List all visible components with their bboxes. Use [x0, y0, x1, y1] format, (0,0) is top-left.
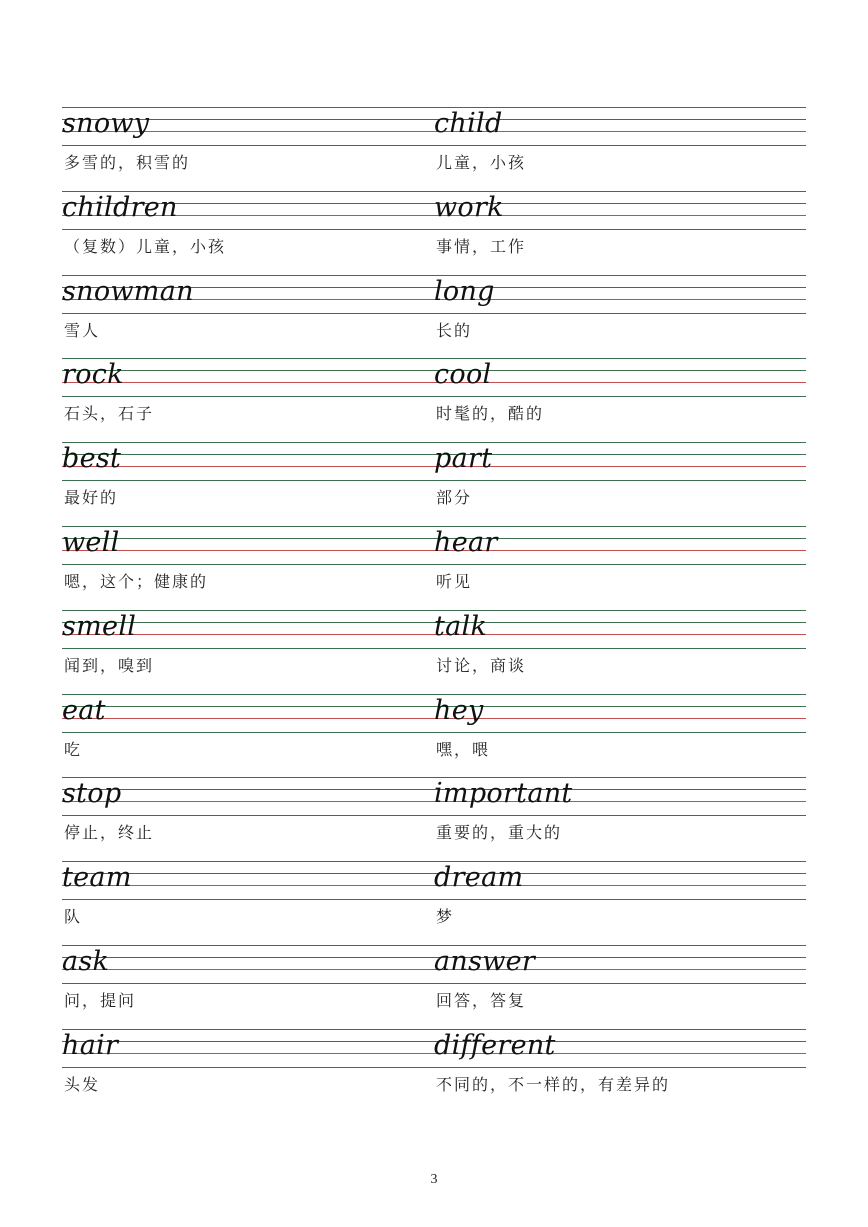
english-word: smell	[62, 611, 137, 642]
english-word: children	[62, 192, 178, 223]
english-word: dream	[434, 862, 524, 893]
chinese-meaning: 最好的	[64, 488, 119, 507]
vocab-row	[0, 107, 868, 191]
vocab-entry-left	[62, 945, 422, 1029]
chinese-meaning: （复数）儿童，小孩	[64, 237, 227, 256]
english-word: rock	[62, 359, 124, 390]
vocab-entry-right	[434, 526, 794, 610]
english-word: cool	[434, 359, 492, 390]
vocab-entry-left	[62, 107, 422, 191]
english-word: ask	[62, 946, 110, 977]
vocab-entry-right	[434, 358, 794, 442]
chinese-meaning: 吃	[64, 740, 83, 759]
vocab-row	[0, 610, 868, 694]
vocab-entry-right	[434, 694, 794, 778]
english-word: talk	[434, 611, 488, 642]
page-number: 3	[430, 1172, 438, 1187]
vocab-entry-left	[62, 610, 422, 694]
vocab-entry-left	[62, 358, 422, 442]
vocab-entry-right	[434, 107, 794, 191]
chinese-meaning: 儿童，小孩	[436, 153, 527, 172]
vocab-row	[0, 275, 868, 359]
vocab-entry-right	[434, 1029, 794, 1113]
english-word: well	[62, 527, 120, 558]
vocab-entry-left	[62, 694, 422, 778]
chinese-meaning: 讨论，商谈	[436, 656, 527, 675]
chinese-meaning: 队	[64, 907, 83, 926]
vocab-entry-left	[62, 442, 422, 526]
chinese-meaning: 事情，工作	[436, 237, 527, 256]
vocab-entry-left	[62, 526, 422, 610]
chinese-meaning: 头发	[64, 1075, 101, 1094]
english-word: part	[434, 443, 493, 474]
chinese-meaning: 多雪的，积雪的	[64, 153, 191, 172]
vocab-row	[0, 861, 868, 945]
chinese-meaning: 嗯，这个；健康的	[64, 572, 209, 591]
vocab-row	[0, 945, 868, 1029]
vocab-entry-right	[434, 275, 794, 359]
vocab-entry-right	[434, 442, 794, 526]
chinese-meaning: 回答，答复	[436, 991, 527, 1010]
vocab-entry-left	[62, 191, 422, 275]
english-word: stop	[62, 778, 122, 809]
english-word: answer	[434, 946, 536, 977]
vocab-row	[0, 694, 868, 778]
vocab-entry-right	[434, 945, 794, 1029]
chinese-meaning: 闻到，嗅到	[64, 656, 155, 675]
vocab-entry-right	[434, 610, 794, 694]
chinese-meaning: 长的	[436, 321, 473, 340]
english-word: hey	[434, 695, 484, 726]
vocab-row	[0, 777, 868, 861]
vocab-row	[0, 1029, 868, 1113]
english-word: eat	[62, 695, 106, 726]
english-word: hear	[434, 527, 498, 558]
vocab-row	[0, 526, 868, 610]
vocab-entry-left	[62, 777, 422, 861]
chinese-meaning: 时髦的，酷的	[436, 404, 545, 423]
vocab-entry-right	[434, 777, 794, 861]
english-word: long	[434, 276, 495, 307]
english-word: snowy	[62, 108, 150, 139]
chinese-meaning: 重要的，重大的	[436, 823, 563, 842]
chinese-meaning: 梦	[436, 907, 455, 926]
english-word: important	[434, 778, 573, 809]
vocab-entry-right	[434, 861, 794, 945]
vocab-row	[0, 442, 868, 526]
vocab-entry-left	[62, 1029, 422, 1113]
chinese-meaning: 问，提问	[64, 991, 137, 1010]
english-word: team	[62, 862, 132, 893]
english-word: best	[62, 443, 122, 474]
chinese-meaning: 不同的，不一样的，有差异的	[436, 1075, 671, 1094]
chinese-meaning: 雪人	[64, 321, 101, 340]
vocab-entry-left	[62, 861, 422, 945]
english-word: work	[434, 192, 504, 223]
vocab-entry-right	[434, 191, 794, 275]
chinese-meaning: 嘿，喂	[436, 740, 491, 759]
chinese-meaning: 石头，石子	[64, 404, 155, 423]
vocab-entry-left	[62, 275, 422, 359]
vocab-row	[0, 191, 868, 275]
chinese-meaning: 停止，终止	[64, 823, 155, 842]
chinese-meaning: 听见	[436, 572, 473, 591]
english-word: child	[434, 108, 503, 139]
english-word: hair	[62, 1030, 119, 1061]
vocab-row	[0, 358, 868, 442]
chinese-meaning: 部分	[436, 488, 473, 507]
english-word: snowman	[62, 276, 194, 307]
english-word: different	[434, 1030, 556, 1061]
